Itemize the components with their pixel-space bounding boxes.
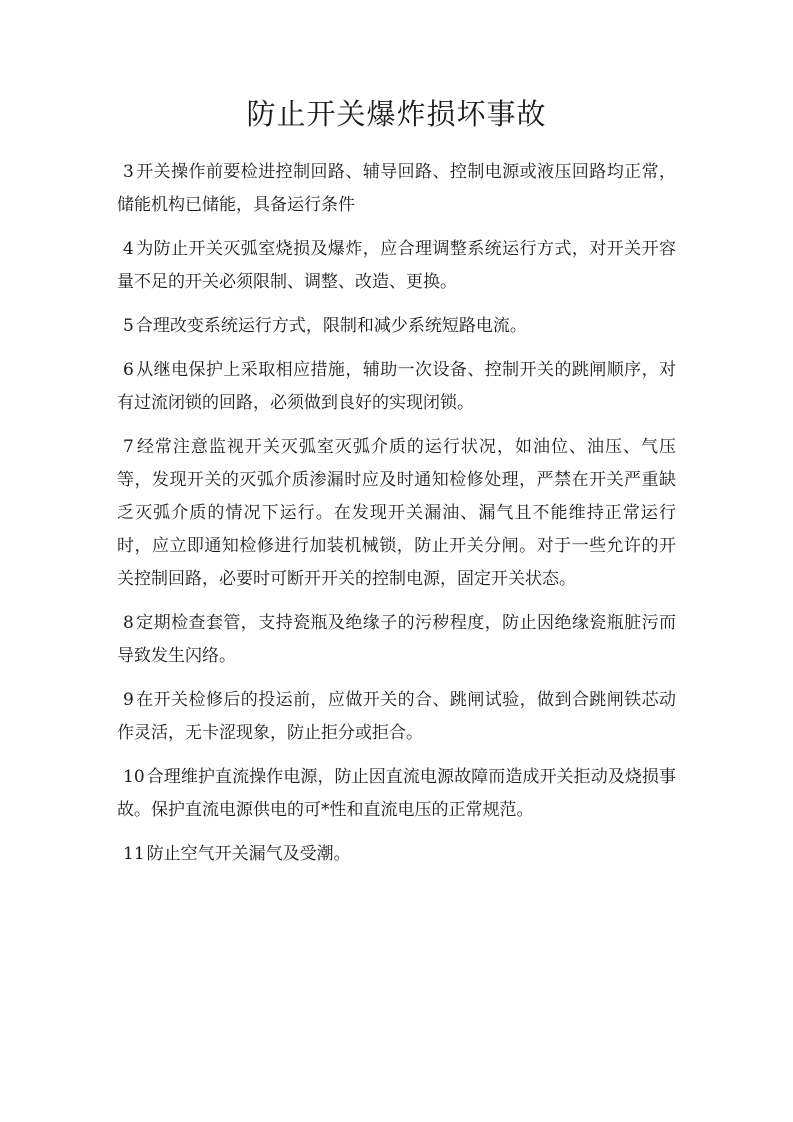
paragraph-text: 合理维护直流操作电源，防止因直流电源故障而造成开关拒动及烧损事故。保护直流电源供电的可*性和直流电压的正常规范。 [117, 767, 676, 820]
paragraph-number: 3 [123, 162, 134, 182]
document-title: 防止开关爆炸损坏事故 [246, 97, 547, 131]
paragraph-10 [117, 761, 676, 827]
paragraph-text: 开关操作前要检进控制回路、辅导回路、控制电源或液压回路均正常，储能机构已储能，具备运行条件 [117, 162, 676, 215]
paragraph-text: 防止空气开关漏气及受潮。 [146, 844, 351, 864]
paragraph-6 [117, 354, 676, 420]
paragraph-4 [117, 233, 676, 299]
paragraph-number: 10 [123, 767, 145, 787]
paragraph-text: 从继电保护上采取相应措施，辅助一次设备、控制开关的跳闸顺序，对有过流闭锁的回路，必须做到良好的实现闭锁。 [117, 360, 676, 413]
paragraph-8 [117, 607, 676, 673]
paragraph-text: 合理改变系统运行方式，限制和减少系统短路电流。 [135, 316, 527, 336]
paragraph-number: 7 [123, 437, 134, 457]
paragraph-number: 9 [123, 690, 134, 710]
paragraph-text: 经常注意监视开关灭弧室灭弧介质的运行状况，如油位、油压、气压等，发现开关的灭弧介质渗漏时应及时通知检修处理，严禁在开关严重缺乏灭弧介质的情况下运行。在发现开关漏油、漏气且不能维持正常运行时，应立即通知检修进行加装机械锁，防止开关分闸。对于一些允许的开关控制回路，必要时可断开开关的控制电源，固定开关状态。 [117, 437, 676, 589]
paragraph-number: 5 [123, 316, 134, 336]
paragraph-9 [117, 684, 676, 750]
paragraph-7 [117, 431, 676, 596]
paragraph-number: 8 [123, 613, 134, 633]
paragraph-11 [117, 838, 676, 871]
paragraph-number: 4 [123, 239, 134, 259]
paragraph-number: 6 [123, 360, 134, 380]
paragraph-text: 定期检查套管，支持瓷瓶及绝缘子的污秽程度，防止因绝缘瓷瓶脏污而导致发生闪络。 [117, 613, 676, 666]
paragraph-text: 为防止开关灭弧室烧损及爆炸，应合理调整系统运行方式，对开关开容量不足的开关必须限制、调整、改造、更换。 [117, 239, 676, 292]
paragraph-3 [117, 156, 676, 222]
paragraph-number: 11 [123, 844, 145, 864]
paragraph-text: 在开关检修后的投运前，应做开关的合、跳闸试验，做到合跳闸铁芯动作灵活，无卡涩现象，防止拒分或拒合。 [117, 690, 676, 743]
paragraph-5 [117, 310, 676, 343]
